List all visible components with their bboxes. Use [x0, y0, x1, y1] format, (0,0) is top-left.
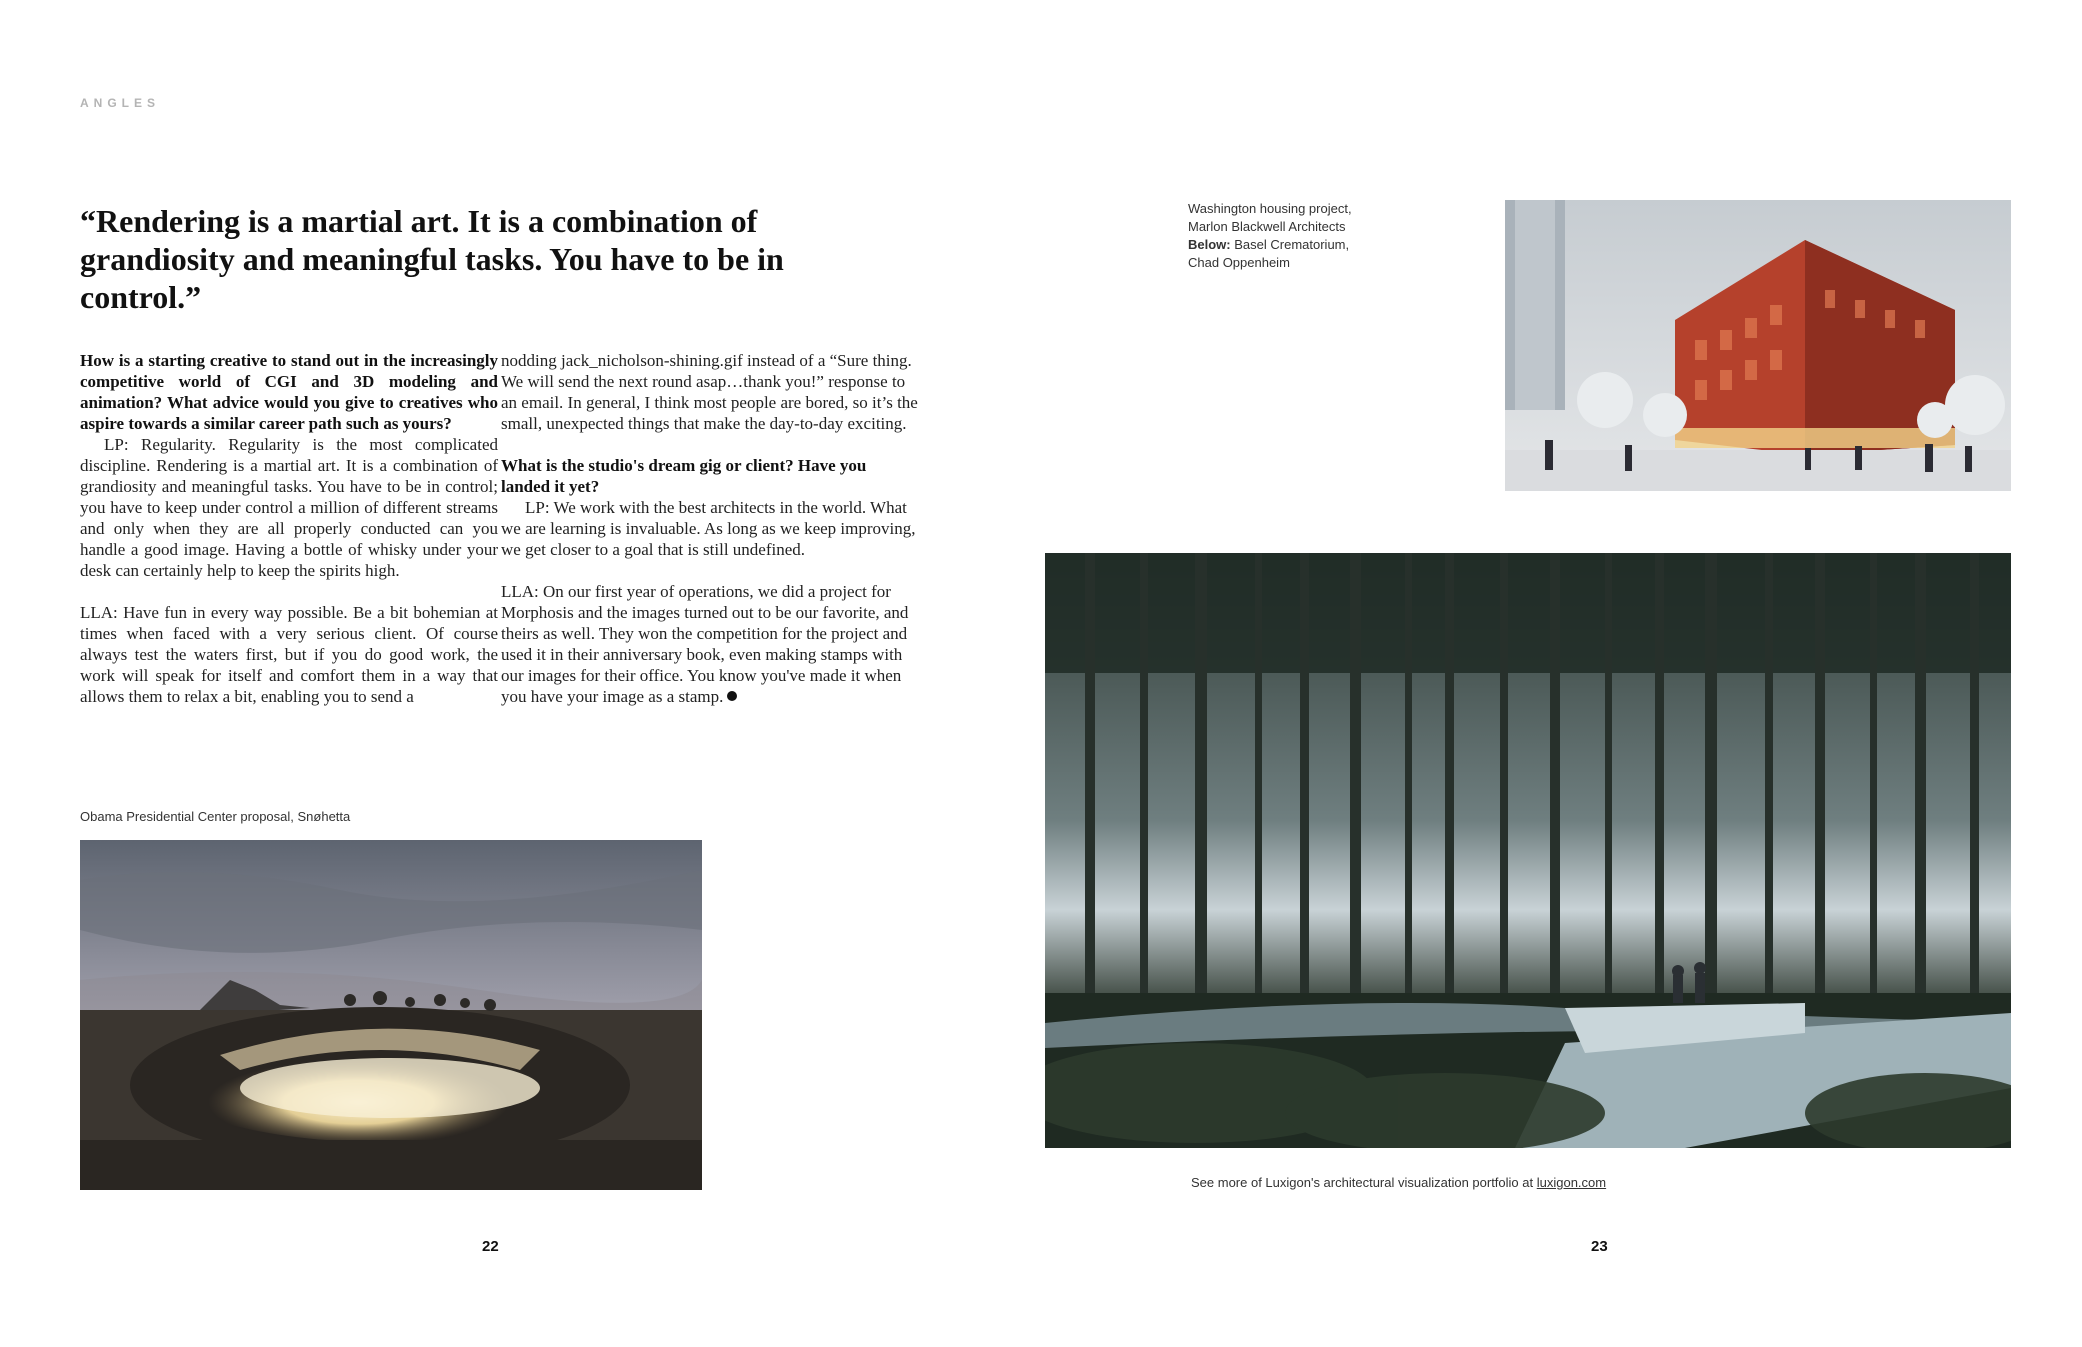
end-mark-icon: [727, 691, 737, 701]
portfolio-text: See more of Luxigon's architectural visualization portfolio at: [1191, 1175, 1534, 1190]
page-number-left: 22: [482, 1238, 499, 1255]
interview-answer: [501, 581, 919, 707]
portfolio-caption: [1191, 1174, 1606, 1192]
interview-question: How is a starting creative to stand out in the increasingly competitive world of CGI and 3D modeling and animation? What advice would you give to creatives who aspire towards a similar career path such as yours?: [80, 351, 498, 433]
pull-quote: “Rendering is a martial art. It is a combination of grandiosity and meaningful tasks. You have to be in control.”: [80, 203, 784, 315]
right-text-column: [501, 350, 919, 707]
basel-crematorium-image: [1045, 553, 2011, 1148]
interview-answer: LP: Regularity. Regularity is the most complicated discipline. Rendering is a martial art. It is a combination of grandiosity and meaningful tasks. You have to be in control; you have to keep under control a million of different streams and only when they are all properly conducted can you handle a good image. Having a bottle of whisky under your desk can certainly help to keep the spirits high.: [80, 435, 498, 580]
obama-center-image: [80, 840, 702, 1190]
page-number-right: 23: [1591, 1238, 1608, 1255]
interview-answer: LLA: Have fun in every way possible. Be a bit bohemian at times when faced with a very serious client. Of course always test the waters first, but if you do good work, the work will speak for itself and comfort them in a way that allows them to relax a bit, enabling you to send a: [80, 603, 498, 706]
caption-line: [1188, 236, 1352, 254]
section-label: ANGLES: [80, 96, 161, 110]
caption-line: Marlon Blackwell Architects: [1188, 219, 1346, 234]
washington-housing-image: [1505, 200, 2011, 491]
luxigon-link[interactable]: luxigon.com: [1536, 1175, 1607, 1190]
obama-caption: Obama Presidential Center proposal, Snøhetta: [80, 809, 351, 824]
caption-bold-label: Below:: [1188, 237, 1231, 252]
closing-answer-text: LLA: On our first year of operations, we did a project for Morphosis and the images turned out to be our favorite, and theirs as well. They won the competition for the project and used it in their anniversary book, even making stamps with our images for their office. You know you've made it when you have your image as a stamp.: [501, 582, 909, 706]
caption-text: Basel Crematorium,: [1234, 237, 1350, 252]
interview-question: What is the studio's dream gig or client? Have you landed it yet?: [501, 456, 867, 496]
caption-line: Chad Oppenheim: [1188, 255, 1290, 270]
left-text-column: [80, 350, 498, 707]
caption-line: Washington housing project,: [1188, 201, 1352, 216]
interview-answer: LP: We work with the best architects in the world. What we are learning is invaluable. As long as we keep improving, we get closer to a goal that is still undefined.: [501, 498, 916, 559]
washington-caption: [1188, 200, 1352, 272]
interview-answer: nodding jack_nicholson-shining.gif instead of a “Sure thing. We will send the next round asap…thank you!” response to an email. In general, I think most people are bored, so it’s the small, unexpected things that make the day-to-day exciting.: [501, 351, 918, 433]
